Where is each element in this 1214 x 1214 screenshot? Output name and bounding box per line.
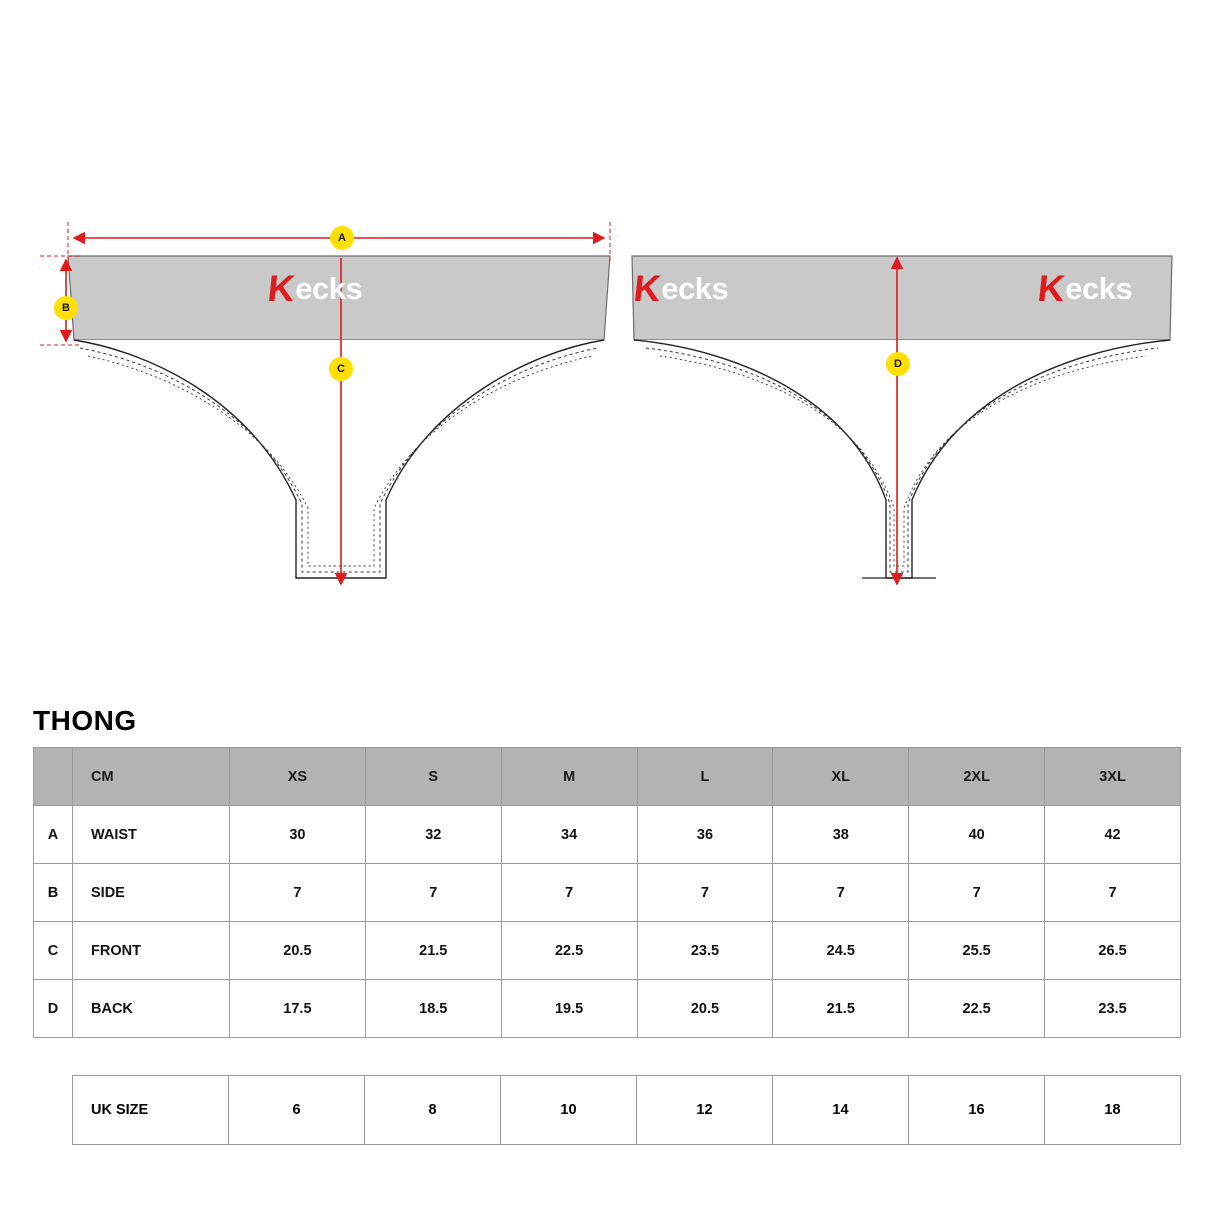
row-letter: A bbox=[34, 806, 73, 864]
cell-value: 21.5 bbox=[365, 922, 501, 980]
row-label: FRONT bbox=[73, 922, 230, 980]
cell-value: 23.5 bbox=[637, 922, 773, 980]
header-s: S bbox=[365, 748, 501, 806]
cell-value: 19.5 bbox=[501, 980, 637, 1038]
header-3xl: 3XL bbox=[1045, 748, 1181, 806]
brand-initial: K bbox=[1035, 268, 1067, 309]
cell-value: 7 bbox=[637, 864, 773, 922]
brand-rest: ecks bbox=[1065, 270, 1133, 306]
brand-rest: ecks bbox=[661, 270, 729, 306]
callout-badge-a: A bbox=[330, 226, 354, 250]
cell-value: 21.5 bbox=[773, 980, 909, 1038]
page-title: THONG bbox=[33, 705, 137, 736]
callout-badge-b: B bbox=[54, 296, 78, 320]
cell-value: 32 bbox=[365, 806, 501, 864]
cell-value: 16 bbox=[909, 1076, 1045, 1145]
cell-value: 14 bbox=[773, 1076, 909, 1145]
cell-value: 8 bbox=[365, 1076, 501, 1145]
row-label: BACK bbox=[73, 980, 230, 1038]
row-label: WAIST bbox=[73, 806, 230, 864]
table-row bbox=[73, 1076, 1181, 1145]
cell-value: 18.5 bbox=[365, 980, 501, 1038]
header-l: L bbox=[637, 748, 773, 806]
cell-value: 7 bbox=[1045, 864, 1181, 922]
table-row bbox=[34, 980, 1181, 1038]
uk-size-table bbox=[72, 1075, 1181, 1145]
size-chart-table bbox=[33, 747, 1181, 1038]
cell-value: 7 bbox=[909, 864, 1045, 922]
callout-badge-d: D bbox=[886, 352, 910, 376]
brand-initial: K bbox=[265, 268, 297, 309]
table-row bbox=[34, 922, 1181, 980]
cell-value: 12 bbox=[637, 1076, 773, 1145]
brand-wordmark-front bbox=[265, 268, 363, 309]
cell-value: 40 bbox=[909, 806, 1045, 864]
header-unit: CM bbox=[73, 748, 230, 806]
cell-value: 42 bbox=[1045, 806, 1181, 864]
cell-value: 22.5 bbox=[501, 922, 637, 980]
header-xl: XL bbox=[773, 748, 909, 806]
cell-value: 17.5 bbox=[230, 980, 366, 1038]
header-blank bbox=[34, 748, 73, 806]
row-letter: D bbox=[34, 980, 73, 1038]
cell-value: 6 bbox=[229, 1076, 365, 1145]
brand-wordmark-back-left bbox=[631, 268, 729, 309]
cell-value: 23.5 bbox=[1045, 980, 1181, 1038]
cell-value: 22.5 bbox=[909, 980, 1045, 1038]
brand-wordmark-back-right bbox=[1035, 268, 1133, 309]
cell-value: 20.5 bbox=[637, 980, 773, 1038]
cell-value: 30 bbox=[230, 806, 366, 864]
row-label: SIDE bbox=[73, 864, 230, 922]
header-xs: XS bbox=[230, 748, 366, 806]
cell-value: 38 bbox=[773, 806, 909, 864]
cell-value: 7 bbox=[501, 864, 637, 922]
header-m: M bbox=[501, 748, 637, 806]
row-letter: C bbox=[34, 922, 73, 980]
cell-value: 20.5 bbox=[230, 922, 366, 980]
table-header-row bbox=[34, 748, 1181, 806]
cell-value: 26.5 bbox=[1045, 922, 1181, 980]
cell-value: 25.5 bbox=[909, 922, 1045, 980]
cell-value: 18 bbox=[1045, 1076, 1181, 1145]
cell-value: 10 bbox=[501, 1076, 637, 1145]
cell-value: 36 bbox=[637, 806, 773, 864]
table-row bbox=[34, 864, 1181, 922]
cell-value: 7 bbox=[365, 864, 501, 922]
header-2xl: 2XL bbox=[909, 748, 1045, 806]
cell-value: 7 bbox=[773, 864, 909, 922]
row-letter: B bbox=[34, 864, 73, 922]
table-row bbox=[34, 806, 1181, 864]
brand-rest: ecks bbox=[295, 270, 363, 306]
uk-size-label: UK SIZE bbox=[73, 1076, 229, 1145]
brand-initial: K bbox=[631, 268, 663, 309]
cell-value: 34 bbox=[501, 806, 637, 864]
cell-value: 24.5 bbox=[773, 922, 909, 980]
callout-badge-c: C bbox=[329, 357, 353, 381]
cell-value: 7 bbox=[230, 864, 366, 922]
